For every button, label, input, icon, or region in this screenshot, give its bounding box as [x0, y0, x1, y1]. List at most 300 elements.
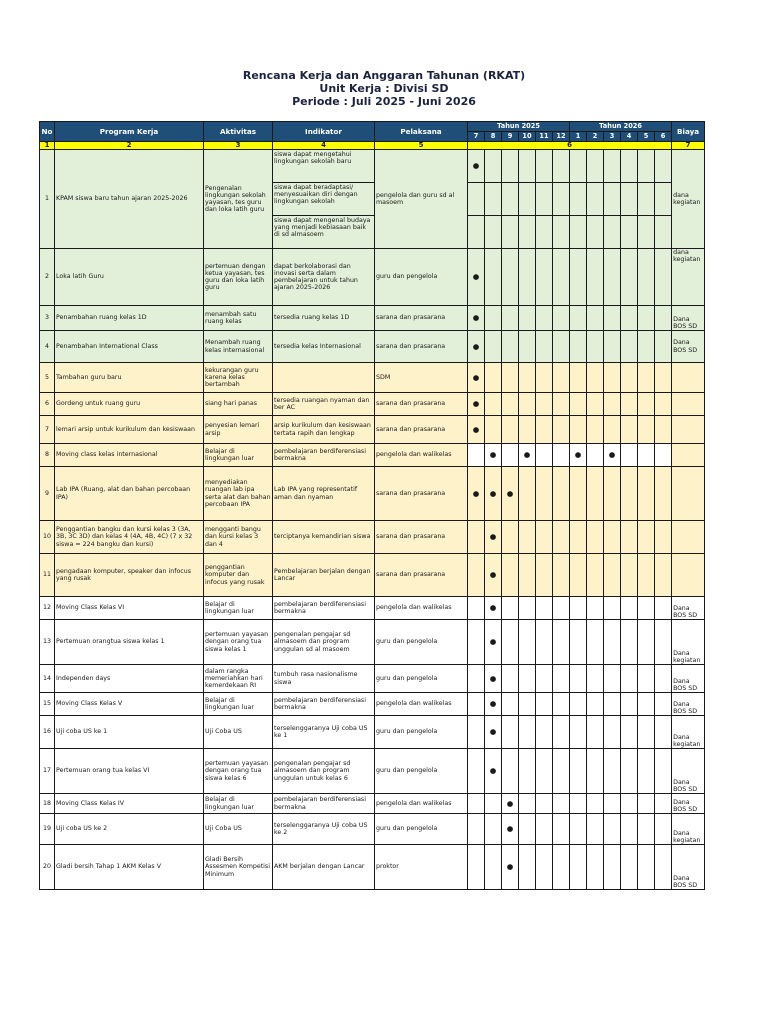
indikator-cell: Pembelajaran berjalan dengan Lancar: [273, 554, 375, 597]
schedule-cell: [553, 693, 570, 716]
table-row: [40, 597, 705, 620]
schedule-cell: [536, 444, 553, 467]
schedule-cell: [621, 749, 638, 794]
table-row: [40, 665, 705, 693]
pelaksana-cell: pengelola dan walikelas: [375, 693, 468, 716]
schedule-cell: [604, 363, 621, 393]
schedule-cell: [638, 597, 655, 620]
row-number: 16: [40, 716, 55, 749]
pelaksana-cell: proktor: [375, 845, 468, 890]
schedule-cell: [570, 845, 587, 890]
schedule-cell: [485, 306, 502, 331]
schedule-bullet: ●: [468, 363, 485, 393]
schedule-cell: [621, 363, 638, 393]
row-number: 2: [40, 249, 55, 306]
schedule-cell: [536, 249, 553, 306]
schedule-cell: [621, 845, 638, 890]
schedule-cell: [553, 183, 570, 216]
schedule-cell: [553, 554, 570, 597]
biaya-cell: Dana BOS SD: [672, 794, 705, 814]
month-header-11: 11: [536, 132, 553, 142]
row-number: 20: [40, 845, 55, 890]
pelaksana-cell: guru dan pengelola: [375, 814, 468, 845]
program-cell: lemari arsip untuk kurikulum dan kesiswaan: [55, 416, 204, 444]
schedule-cell: [587, 521, 604, 554]
schedule-bullet: ●: [502, 794, 519, 814]
schedule-cell: [587, 249, 604, 306]
schedule-cell: [604, 554, 621, 597]
schedule-bullet: ●: [485, 597, 502, 620]
schedule-cell: [519, 665, 536, 693]
pelaksana-cell: guru dan pengelola: [375, 716, 468, 749]
aktivitas-cell: mengganti bangu dan kursi kelas 3 dan 4: [204, 521, 273, 554]
month-header-4: 4: [621, 132, 638, 142]
month-header-10: 10: [519, 132, 536, 142]
schedule-cell: [587, 665, 604, 693]
schedule-cell: [587, 331, 604, 363]
schedule-cell: [621, 467, 638, 521]
schedule-bullet: ●: [485, 620, 502, 665]
schedule-cell: [553, 249, 570, 306]
schedule-cell: [638, 150, 655, 183]
program-cell: Lab IPA (Ruang, alat dan bahan percobaan IPA): [55, 467, 204, 521]
schedule-cell: [536, 183, 553, 216]
schedule-cell: [604, 416, 621, 444]
schedule-bullet: ●: [502, 814, 519, 845]
schedule-cell: [621, 665, 638, 693]
pelaksana-cell: sarana dan prasarana: [375, 554, 468, 597]
indikator-cell: pembelajaran berdiferensiasi bermakna: [273, 597, 375, 620]
schedule-cell: [655, 306, 672, 331]
schedule-cell: [638, 416, 655, 444]
table-row: [40, 249, 705, 306]
biaya-cell: Dana BOS SD: [672, 693, 705, 716]
document-title: Rencana Kerja dan Anggaran Tahunan (RKAT): [242, 69, 526, 82]
schedule-cell: [468, 716, 485, 749]
aktivitas-cell: Menambah ruang kelas internasional: [204, 331, 273, 363]
schedule-cell: [655, 845, 672, 890]
pelaksana-cell: SDM: [375, 363, 468, 393]
schedule-cell: [519, 597, 536, 620]
table-row: [40, 363, 705, 393]
schedule-cell: [536, 620, 553, 665]
schedule-cell: [553, 794, 570, 814]
schedule-cell: [587, 693, 604, 716]
schedule-cell: [638, 183, 655, 216]
schedule-cell: [485, 183, 502, 216]
schedule-cell: [519, 249, 536, 306]
indikator-cell: siswa dapat beradaptasi/ menyesuaikan diri dengan lingkungan sekolah: [273, 183, 375, 216]
schedule-cell: [604, 716, 621, 749]
schedule-cell: [502, 216, 519, 249]
schedule-cell: [519, 814, 536, 845]
month-header-12: 12: [553, 132, 570, 142]
indikator-cell: pembelajaran berdiferensiasi bermakna: [273, 444, 375, 467]
schedule-cell: [621, 521, 638, 554]
schedule-cell: [519, 306, 536, 331]
program-cell: Penggantian bangku dan kursi kelas 3 (3A, 3B, 3C 3D) dan kelas 4 (4A, 4B, 4C) (7 x 32 siswa = 224 bangku dan kursi): [55, 521, 204, 554]
schedule-cell: [570, 393, 587, 416]
indikator-cell: pembelajaran berdiferensiasi bermakna: [273, 693, 375, 716]
row-number: 17: [40, 749, 55, 794]
schedule-cell: [655, 216, 672, 249]
schedule-cell: [621, 554, 638, 597]
schedule-cell: [638, 845, 655, 890]
schedule-cell: [638, 620, 655, 665]
biaya-cell: Dana kegiatan: [672, 716, 705, 749]
row-number: 11: [40, 554, 55, 597]
schedule-bullet: ●: [468, 150, 485, 183]
schedule-cell: [553, 814, 570, 845]
schedule-cell: [570, 716, 587, 749]
schedule-cell: [485, 331, 502, 363]
schedule-cell: [570, 416, 587, 444]
schedule-cell: [570, 216, 587, 249]
schedule-cell: [570, 363, 587, 393]
schedule-bullet: ●: [485, 693, 502, 716]
schedule-bullet: ●: [502, 467, 519, 521]
schedule-cell: [502, 620, 519, 665]
month-header-3: 3: [604, 132, 621, 142]
aktivitas-cell: menyediakan ruangan lab ipa serta alat dan bahan percobaan IPA: [204, 467, 273, 521]
row-number: 9: [40, 467, 55, 521]
indikator-cell: siswa dapat mengetahui lingkungan sekolah baru: [273, 150, 375, 183]
schedule-cell: [655, 693, 672, 716]
aktivitas-cell: Belajar di lingkungan luar: [204, 794, 273, 814]
row-number: 4: [40, 331, 55, 363]
biaya-cell: [672, 521, 705, 554]
schedule-cell: [621, 416, 638, 444]
schedule-cell: [502, 554, 519, 597]
aktivitas-cell: menambah satu ruang kelas: [204, 306, 273, 331]
schedule-cell: [638, 794, 655, 814]
aktivitas-cell: dalam rangka memeriahkan hari kemerdekaan RI: [204, 665, 273, 693]
schedule-cell: [468, 845, 485, 890]
schedule-cell: [655, 363, 672, 393]
pelaksana-cell: pengelola dan walikelas: [375, 794, 468, 814]
schedule-cell: [468, 814, 485, 845]
schedule-cell: [553, 363, 570, 393]
table-row: [40, 306, 705, 331]
month-header-9: 9: [502, 132, 519, 142]
table-row: [40, 814, 705, 845]
schedule-cell: [502, 716, 519, 749]
schedule-cell: [570, 814, 587, 845]
schedule-cell: [553, 665, 570, 693]
column-number-row: [40, 142, 705, 150]
schedule-cell: [468, 693, 485, 716]
schedule-cell: [485, 150, 502, 183]
aktivitas-cell: Uji Coba US: [204, 814, 273, 845]
col-header-pelaksana: Pelaksana: [375, 122, 468, 142]
schedule-cell: [553, 393, 570, 416]
schedule-cell: [655, 416, 672, 444]
schedule-cell: [638, 249, 655, 306]
col-header-biaya: Biaya: [672, 122, 705, 142]
schedule-cell: [502, 331, 519, 363]
schedule-cell: [536, 665, 553, 693]
row-number: 10: [40, 521, 55, 554]
schedule-cell: [604, 749, 621, 794]
schedule-bullet: ●: [468, 249, 485, 306]
schedule-cell: [553, 150, 570, 183]
schedule-cell: [638, 363, 655, 393]
table-row: [40, 150, 705, 183]
schedule-cell: [621, 693, 638, 716]
schedule-cell: [621, 249, 638, 306]
schedule-cell: [553, 467, 570, 521]
biaya-cell: [672, 554, 705, 597]
schedule-cell: [655, 183, 672, 216]
program-cell: Penambahan ruang kelas 1D: [55, 306, 204, 331]
schedule-cell: [519, 393, 536, 416]
schedule-cell: [621, 716, 638, 749]
schedule-cell: [587, 306, 604, 331]
schedule-cell: [655, 554, 672, 597]
column-number-cell: 2: [55, 142, 204, 150]
schedule-cell: [570, 597, 587, 620]
schedule-cell: [638, 749, 655, 794]
schedule-cell: [570, 183, 587, 216]
schedule-cell: [468, 554, 485, 597]
schedule-cell: [502, 444, 519, 467]
table-row: [40, 444, 705, 467]
schedule-cell: [587, 467, 604, 521]
schedule-cell: [536, 416, 553, 444]
indikator-cell: siswa dapat mengenal budaya yang menjadi kebiasaan baik di sd almasoem: [273, 216, 375, 249]
schedule-cell: [604, 521, 621, 554]
schedule-cell: [536, 845, 553, 890]
table-row: [40, 521, 705, 554]
indikator-cell: terciptanya kemandirian siswa: [273, 521, 375, 554]
indikator-cell: tersedia ruang kelas 1D: [273, 306, 375, 331]
program-cell: Moving class kelas internasional: [55, 444, 204, 467]
schedule-cell: [638, 814, 655, 845]
pelaksana-cell: sarana dan prasarana: [375, 521, 468, 554]
schedule-cell: [553, 216, 570, 249]
schedule-cell: [587, 150, 604, 183]
schedule-cell: [485, 794, 502, 814]
table-row: [40, 467, 705, 521]
schedule-cell: [468, 521, 485, 554]
schedule-cell: [604, 393, 621, 416]
row-number: 8: [40, 444, 55, 467]
biaya-cell: [672, 363, 705, 393]
schedule-cell: [502, 249, 519, 306]
schedule-cell: [638, 216, 655, 249]
aktivitas-cell: Belajar di lingkungan luar: [204, 597, 273, 620]
schedule-cell: [570, 665, 587, 693]
biaya-cell: Dana kegiatan: [672, 814, 705, 845]
indikator-cell: pengenalan pengajar sd almasoem dan program unggulan untuk kelas 6: [273, 749, 375, 794]
column-number-cell: 6: [468, 142, 672, 150]
biaya-cell: Dana kegiatan: [672, 620, 705, 665]
table-row: [40, 416, 705, 444]
schedule-bullet: ●: [570, 444, 587, 467]
period-label: Periode : Juli 2025 - Juni 2026: [292, 95, 476, 108]
row-number: 19: [40, 814, 55, 845]
schedule-cell: [655, 597, 672, 620]
schedule-cell: [519, 845, 536, 890]
schedule-cell: [655, 665, 672, 693]
schedule-cell: [621, 794, 638, 814]
schedule-cell: [502, 363, 519, 393]
month-header-7: 7: [468, 132, 485, 142]
schedule-cell: [570, 306, 587, 331]
schedule-cell: [536, 331, 553, 363]
schedule-cell: [604, 845, 621, 890]
row-number: 13: [40, 620, 55, 665]
schedule-cell: [638, 521, 655, 554]
schedule-cell: [502, 306, 519, 331]
aktivitas-cell: Gladi Bersih Assesmen Kompetisi Minimum: [204, 845, 273, 890]
table-row: [40, 393, 705, 416]
schedule-cell: [604, 794, 621, 814]
schedule-cell: [468, 183, 485, 216]
schedule-cell: [536, 693, 553, 716]
biaya-cell: Dana BOS SD: [672, 331, 705, 363]
biaya-cell: Dana BOS SD: [672, 665, 705, 693]
schedule-cell: [604, 331, 621, 363]
schedule-cell: [502, 150, 519, 183]
row-number: 3: [40, 306, 55, 331]
column-number-cell: 3: [204, 142, 273, 150]
schedule-cell: [621, 620, 638, 665]
schedule-cell: [604, 665, 621, 693]
biaya-cell: [672, 444, 705, 467]
schedule-cell: [519, 716, 536, 749]
table-row: [40, 749, 705, 794]
table-row: [40, 620, 705, 665]
col-header-program: Program Kerja: [55, 122, 204, 142]
biaya-cell: [672, 467, 705, 521]
schedule-cell: [553, 444, 570, 467]
table-row: [40, 554, 705, 597]
schedule-cell: [502, 665, 519, 693]
schedule-bullet: ●: [485, 444, 502, 467]
program-cell: Moving Class Kelas VI: [55, 597, 204, 620]
schedule-cell: [553, 620, 570, 665]
program-cell: Loka latih Guru: [55, 249, 204, 306]
aktivitas-cell: pertemuan yayasan dengan orang tua siswa kelas 1: [204, 620, 273, 665]
schedule-cell: [655, 249, 672, 306]
schedule-cell: [655, 521, 672, 554]
schedule-cell: [621, 216, 638, 249]
schedule-cell: [655, 749, 672, 794]
program-cell: Pertemuan orangtua siswa kelas 1: [55, 620, 204, 665]
schedule-cell: [502, 749, 519, 794]
col-header-year-2025: Tahun 2025: [468, 122, 570, 132]
row-number: 5: [40, 363, 55, 393]
schedule-cell: [570, 749, 587, 794]
month-header-5: 5: [638, 132, 655, 142]
program-cell: Uji coba US ke 2: [55, 814, 204, 845]
schedule-cell: [587, 363, 604, 393]
schedule-cell: [570, 521, 587, 554]
column-number-cell: 5: [375, 142, 468, 150]
program-cell: Moving Class Kelas IV: [55, 794, 204, 814]
schedule-cell: [553, 845, 570, 890]
schedule-cell: [587, 749, 604, 794]
schedule-cell: [604, 597, 621, 620]
schedule-cell: [638, 467, 655, 521]
program-cell: Penambahan International Class: [55, 331, 204, 363]
schedule-cell: [485, 393, 502, 416]
schedule-bullet: ●: [519, 444, 536, 467]
schedule-cell: [604, 249, 621, 306]
schedule-cell: [655, 331, 672, 363]
table-row: [40, 716, 705, 749]
schedule-cell: [536, 467, 553, 521]
program-cell: Tambahan guru baru: [55, 363, 204, 393]
schedule-cell: [655, 150, 672, 183]
table-row: [40, 331, 705, 363]
biaya-cell: dana kegiatan: [672, 249, 705, 306]
schedule-cell: [485, 249, 502, 306]
schedule-cell: [485, 363, 502, 393]
schedule-cell: [638, 693, 655, 716]
schedule-cell: [502, 597, 519, 620]
row-number: 6: [40, 393, 55, 416]
program-cell: pengadaan komputer, speaker dan infocus yang rusak: [55, 554, 204, 597]
schedule-cell: [621, 444, 638, 467]
program-cell: Pertemuan orang tua kelas VI: [55, 749, 204, 794]
aktivitas-cell: Pengenalan lingkungan sekolah yayasan, tes guru dan loka latih guru: [204, 150, 273, 249]
schedule-cell: [638, 331, 655, 363]
aktivitas-cell: penyesian lemari arsip: [204, 416, 273, 444]
schedule-bullet: ●: [468, 393, 485, 416]
schedule-cell: [468, 216, 485, 249]
schedule-cell: [587, 444, 604, 467]
schedule-cell: [638, 444, 655, 467]
schedule-cell: [570, 794, 587, 814]
schedule-cell: [638, 716, 655, 749]
schedule-cell: [536, 393, 553, 416]
schedule-cell: [621, 150, 638, 183]
schedule-cell: [519, 554, 536, 597]
month-header-6: 6: [655, 132, 672, 142]
schedule-cell: [604, 150, 621, 183]
biaya-cell: Dana BOS SD: [672, 306, 705, 331]
schedule-cell: [468, 665, 485, 693]
pelaksana-cell: guru dan pengelola: [375, 249, 468, 306]
schedule-cell: [553, 597, 570, 620]
schedule-cell: [468, 794, 485, 814]
schedule-cell: [570, 693, 587, 716]
pelaksana-cell: sarana dan prasarana: [375, 467, 468, 521]
col-header-aktivitas: Aktivitas: [204, 122, 273, 142]
schedule-bullet: ●: [604, 444, 621, 467]
schedule-cell: [553, 306, 570, 331]
schedule-cell: [553, 416, 570, 444]
schedule-bullet: ●: [485, 716, 502, 749]
schedule-cell: [519, 794, 536, 814]
schedule-cell: [502, 693, 519, 716]
schedule-cell: [604, 183, 621, 216]
schedule-cell: [587, 216, 604, 249]
aktivitas-cell: pertemuan yayasan dengan orang tua siswa kelas 6: [204, 749, 273, 794]
indikator-cell: dapat berkolaborasi dan inovasi serta dalam pembelajaran untuk tahun ajaran 2025-2026: [273, 249, 375, 306]
schedule-cell: [468, 444, 485, 467]
aktivitas-cell: penggantian komputer dan infocus yang rusak: [204, 554, 273, 597]
schedule-bullet: ●: [485, 554, 502, 597]
col-header-year-2026: Tahun 2026: [570, 122, 672, 132]
pelaksana-cell: sarana dan prasarana: [375, 416, 468, 444]
schedule-cell: [587, 620, 604, 665]
schedule-cell: [502, 393, 519, 416]
schedule-cell: [570, 150, 587, 183]
schedule-cell: [587, 794, 604, 814]
